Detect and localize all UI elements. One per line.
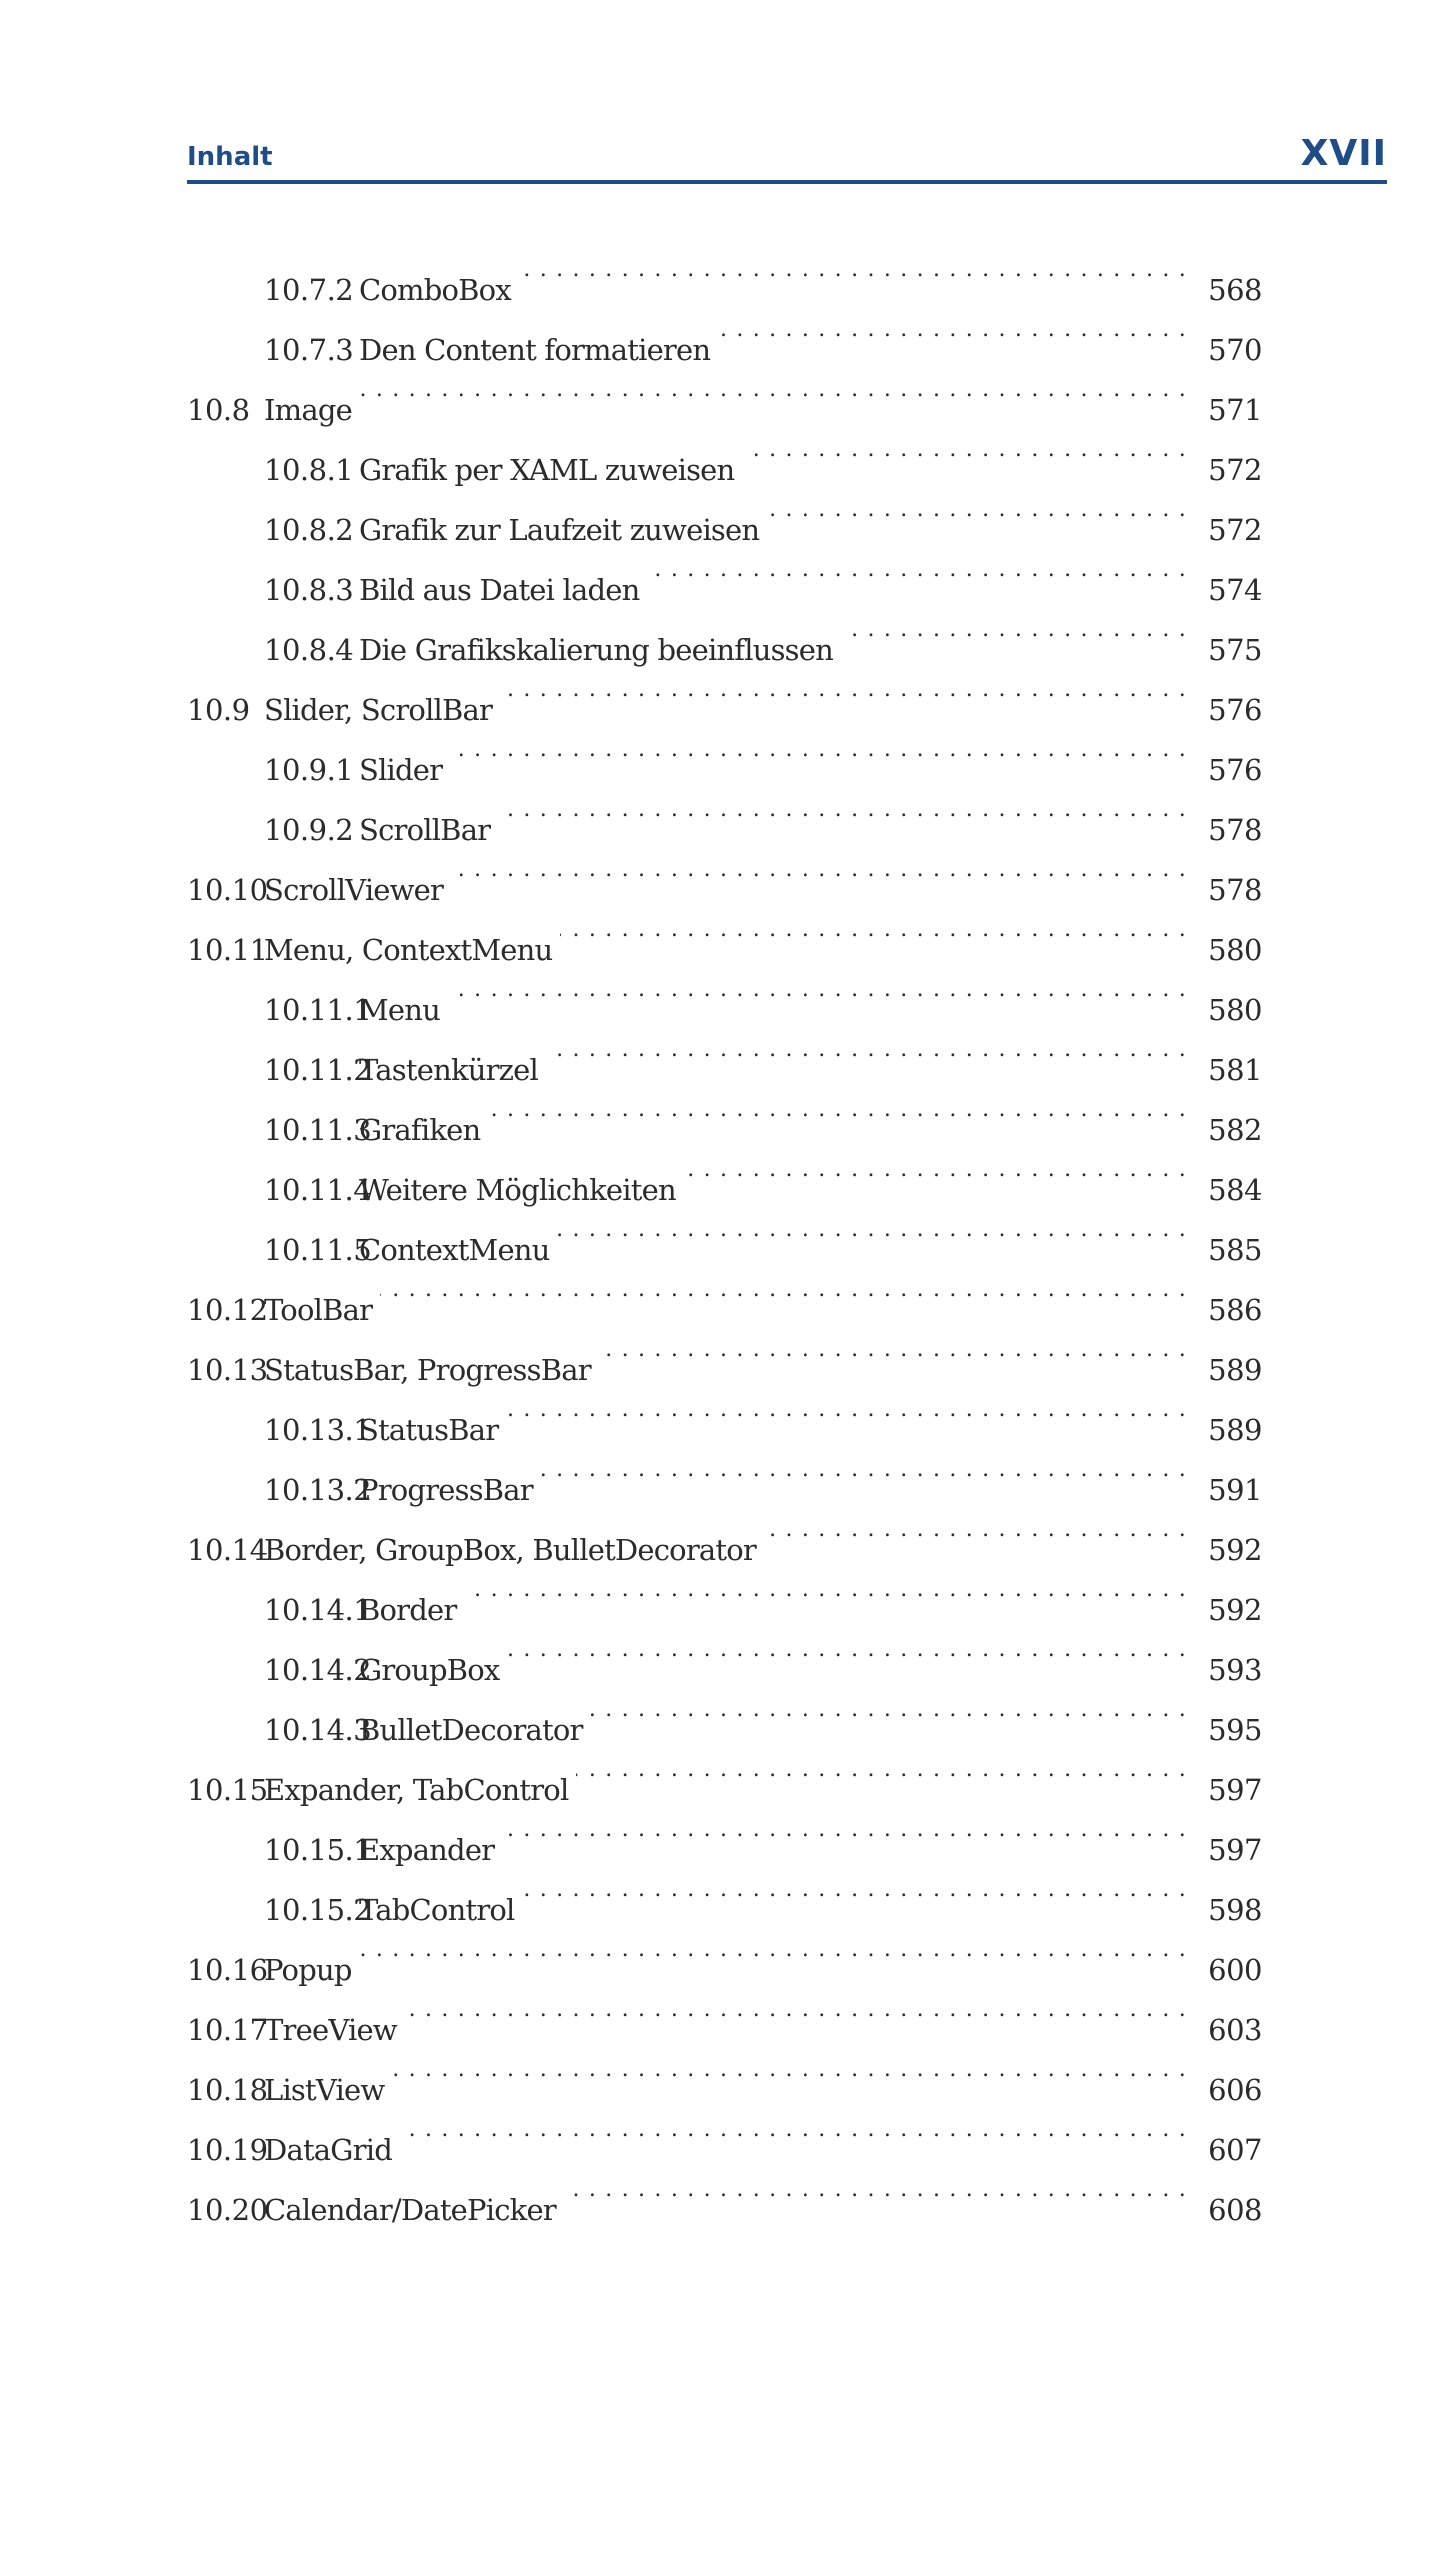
- toc-entry: [187, 1860, 1262, 1927]
- toc-entry-page: 592: [1208, 1533, 1262, 1567]
- toc-entry-page: 608: [1208, 2193, 1262, 2227]
- toc-entry: [187, 1200, 1262, 1267]
- toc-entry-number: 10.12: [187, 1293, 268, 1327]
- dot-leader: [380, 1260, 1187, 1320]
- dot-leader: [599, 1320, 1187, 1380]
- toc-entry: [187, 720, 1262, 787]
- toc-entry-page: 578: [1208, 813, 1262, 847]
- toc-entry-page: 576: [1208, 753, 1262, 787]
- toc-entry-title: Slider: [359, 753, 443, 787]
- toc-entry-number: 10.9.1: [264, 753, 354, 787]
- toc-entry: [187, 1680, 1262, 1747]
- dot-leader: [464, 1560, 1187, 1620]
- toc-entry-title: Image: [264, 393, 352, 427]
- toc-entry-title: TreeView: [264, 2013, 397, 2047]
- toc-entry-number: 10.11.3: [264, 1113, 372, 1147]
- toc-entry-number: 10.9: [187, 693, 250, 727]
- toc-entry-number: 10.14.3: [264, 1713, 372, 1747]
- toc-entry-page: 572: [1208, 513, 1262, 547]
- dot-leader: [451, 840, 1187, 900]
- toc-entry-title: Weitere Möglichkeiten: [359, 1173, 676, 1207]
- toc-entry-page: 568: [1208, 273, 1262, 307]
- dot-leader: [506, 1380, 1187, 1440]
- dot-leader: [591, 1680, 1187, 1740]
- page-number: XVII: [1300, 133, 1387, 174]
- toc-entry-title: Border, GroupBox, BulletDecorator: [264, 1533, 756, 1567]
- toc-entry-title: Grafik per XAML zuweisen: [359, 453, 735, 487]
- toc-entry-number: 10.13.1: [264, 1413, 372, 1447]
- toc-entry-title: Bild aus Datei laden: [359, 573, 640, 607]
- toc-entry-page: 589: [1208, 1413, 1262, 1447]
- dot-leader: [488, 1080, 1187, 1140]
- toc-entry-page: 592: [1208, 1593, 1262, 1627]
- dot-leader: [742, 420, 1187, 480]
- toc-entry-page: 597: [1208, 1773, 1262, 1807]
- dot-leader: [519, 240, 1187, 300]
- toc-entry: [187, 300, 1262, 367]
- toc-entry-page: 571: [1208, 393, 1262, 427]
- dot-leader: [564, 2160, 1187, 2220]
- toc-entry-number: 10.16: [187, 1953, 268, 1987]
- toc-entry-title: BulletDecorator: [359, 1713, 583, 1747]
- dot-leader: [392, 2040, 1187, 2100]
- toc-entry-number: 10.11: [187, 933, 268, 967]
- toc-entry-number: 10.11.2: [264, 1053, 372, 1087]
- toc-entry-page: 586: [1208, 1293, 1262, 1327]
- toc-entry-number: 10.7.2: [264, 273, 354, 307]
- toc-entry: [187, 1080, 1262, 1147]
- dot-leader: [523, 1860, 1187, 1920]
- toc-entry-number: 10.19: [187, 2133, 268, 2167]
- toc-entry-title: Tastenkürzel: [359, 1053, 538, 1087]
- toc-entry-number: 10.9.2: [264, 813, 354, 847]
- toc-entry-number: 10.8.3: [264, 573, 354, 607]
- toc-entry-number: 10.8.4: [264, 633, 354, 667]
- toc-entry-page: 572: [1208, 453, 1262, 487]
- toc-entry-number: 10.7.3: [264, 333, 354, 367]
- dot-leader: [576, 1740, 1187, 1800]
- toc-entry-page: 606: [1208, 2073, 1262, 2107]
- toc-entry-title: Menu: [359, 993, 441, 1027]
- toc-entry-title: ToolBar: [264, 1293, 373, 1327]
- toc-entry-page: 603: [1208, 2013, 1262, 2047]
- toc-entry-page: 607: [1208, 2133, 1262, 2167]
- toc-entry-number: 10.17: [187, 2013, 268, 2047]
- toc-entry-page: 593: [1208, 1653, 1262, 1687]
- toc-entry-page: 576: [1208, 693, 1262, 727]
- toc-entry: [187, 960, 1262, 1027]
- toc-entry-page: 595: [1208, 1713, 1262, 1747]
- toc-entry-title: StatusBar: [359, 1413, 499, 1447]
- toc-entry-number: 10.14.1: [264, 1593, 372, 1627]
- table-of-contents: [187, 240, 1262, 2227]
- toc-entry-title: DataGrid: [264, 2133, 392, 2167]
- dot-leader: [560, 900, 1187, 960]
- toc-entry: [187, 1140, 1262, 1207]
- dot-leader: [400, 2100, 1187, 2160]
- toc-entry-title: ProgressBar: [359, 1473, 533, 1507]
- toc-entry-page: 591: [1208, 1473, 1262, 1507]
- toc-entry: [187, 660, 1262, 727]
- dot-leader: [684, 1140, 1187, 1200]
- toc-entry-number: 10.8.2: [264, 513, 354, 547]
- dot-leader: [405, 1980, 1187, 2040]
- toc-entry: [187, 900, 1262, 967]
- dot-leader: [841, 600, 1187, 660]
- toc-entry-title: ComboBox: [359, 273, 511, 307]
- running-header-title: Inhalt: [187, 142, 273, 172]
- toc-entry: [187, 600, 1262, 667]
- toc-entry-page: 570: [1208, 333, 1262, 367]
- toc-entry-page: 585: [1208, 1233, 1262, 1267]
- toc-entry: [187, 480, 1262, 547]
- dot-leader: [448, 960, 1187, 1020]
- toc-entry-page: 580: [1208, 933, 1262, 967]
- toc-entry: [187, 1380, 1262, 1447]
- toc-entry-page: 578: [1208, 873, 1262, 907]
- toc-entry-page: 597: [1208, 1833, 1262, 1867]
- toc-entry-page: 581: [1208, 1053, 1262, 1087]
- toc-entry-title: ContextMenu: [359, 1233, 550, 1267]
- toc-entry-title: Die Grafikskalierung beeinflussen: [359, 633, 833, 667]
- dot-leader: [507, 1620, 1187, 1680]
- toc-entry-number: 10.11.5: [264, 1233, 372, 1267]
- toc-entry-number: 10.20: [187, 2193, 268, 2227]
- toc-entry: [187, 1560, 1262, 1627]
- toc-entry: [187, 1920, 1262, 1987]
- toc-entry-title: GroupBox: [359, 1653, 500, 1687]
- toc-entry: [187, 2100, 1262, 2167]
- toc-entry-number: 10.11.4: [264, 1173, 372, 1207]
- toc-entry-title: Expander: [359, 1833, 495, 1867]
- toc-entry: [187, 840, 1262, 907]
- toc-entry-number: 10.14: [187, 1533, 268, 1567]
- toc-entry: [187, 540, 1262, 607]
- toc-entry: [187, 1440, 1262, 1507]
- toc-entry-title: Popup: [264, 1953, 352, 1987]
- dot-leader: [500, 660, 1187, 720]
- toc-entry-title: Expander, TabControl: [264, 1773, 569, 1807]
- toc-entry: [187, 1740, 1262, 1807]
- dot-leader: [648, 540, 1187, 600]
- dot-leader: [767, 480, 1187, 540]
- toc-entry-number: 10.18: [187, 2073, 268, 2107]
- toc-entry-page: 580: [1208, 993, 1262, 1027]
- toc-entry-number: 10.13.2: [264, 1473, 372, 1507]
- toc-entry-title: Slider, ScrollBar: [264, 693, 493, 727]
- dot-leader: [764, 1500, 1187, 1560]
- dot-leader: [502, 1800, 1187, 1860]
- toc-entry: [187, 1980, 1262, 2047]
- dot-leader: [360, 360, 1187, 420]
- toc-entry-page: 589: [1208, 1353, 1262, 1387]
- toc-entry-title: ScrollViewer: [264, 873, 444, 907]
- toc-entry-title: Menu, ContextMenu: [264, 933, 553, 967]
- toc-entry: [187, 360, 1262, 427]
- toc-entry-title: Border: [359, 1593, 457, 1627]
- toc-entry: [187, 1800, 1262, 1867]
- toc-entry-title: TabControl: [359, 1893, 515, 1927]
- toc-entry-title: Den Content formatieren: [359, 333, 711, 367]
- dot-leader: [541, 1440, 1187, 1500]
- toc-entry: [187, 1260, 1262, 1327]
- toc-entry: [187, 1020, 1262, 1087]
- dot-leader: [558, 1200, 1187, 1260]
- toc-entry: [187, 2040, 1262, 2107]
- toc-entry-page: 584: [1208, 1173, 1262, 1207]
- toc-entry-title: Grafiken: [359, 1113, 481, 1147]
- toc-entry-number: 10.15.2: [264, 1893, 372, 1927]
- toc-entry-page: 598: [1208, 1893, 1262, 1927]
- toc-entry-number: 10.13: [187, 1353, 268, 1387]
- toc-entry-title: ListView: [264, 2073, 385, 2107]
- toc-entry: [187, 420, 1262, 487]
- toc-entry-number: 10.14.2: [264, 1653, 372, 1687]
- toc-entry-page: 574: [1208, 573, 1262, 607]
- toc-entry: [187, 780, 1262, 847]
- toc-entry-page: 582: [1208, 1113, 1262, 1147]
- toc-entry: [187, 240, 1262, 307]
- toc-entry-title: Calendar/DatePicker: [264, 2193, 556, 2227]
- dot-leader: [718, 300, 1187, 360]
- dot-leader: [450, 720, 1187, 780]
- toc-entry-number: 10.10: [187, 873, 268, 907]
- toc-entry: [187, 1320, 1262, 1387]
- toc-entry: [187, 2160, 1262, 2227]
- toc-entry-page: 575: [1208, 633, 1262, 667]
- page-header: [187, 128, 1387, 184]
- toc-entry: [187, 1500, 1262, 1567]
- toc-entry-title: ScrollBar: [359, 813, 491, 847]
- toc-entry-title: StatusBar, ProgressBar: [264, 1353, 591, 1387]
- dot-leader: [360, 1920, 1187, 1980]
- toc-entry-number: 10.11.1: [264, 993, 372, 1027]
- toc-entry-page: 600: [1208, 1953, 1262, 1987]
- toc-entry-title: Grafik zur Laufzeit zuweisen: [359, 513, 760, 547]
- toc-entry-number: 10.15.1: [264, 1833, 372, 1867]
- toc-entry: [187, 1620, 1262, 1687]
- toc-entry-number: 10.15: [187, 1773, 268, 1807]
- dot-leader: [546, 1020, 1187, 1080]
- toc-entry-number: 10.8: [187, 393, 250, 427]
- toc-entry-number: 10.8.1: [264, 453, 354, 487]
- dot-leader: [498, 780, 1187, 840]
